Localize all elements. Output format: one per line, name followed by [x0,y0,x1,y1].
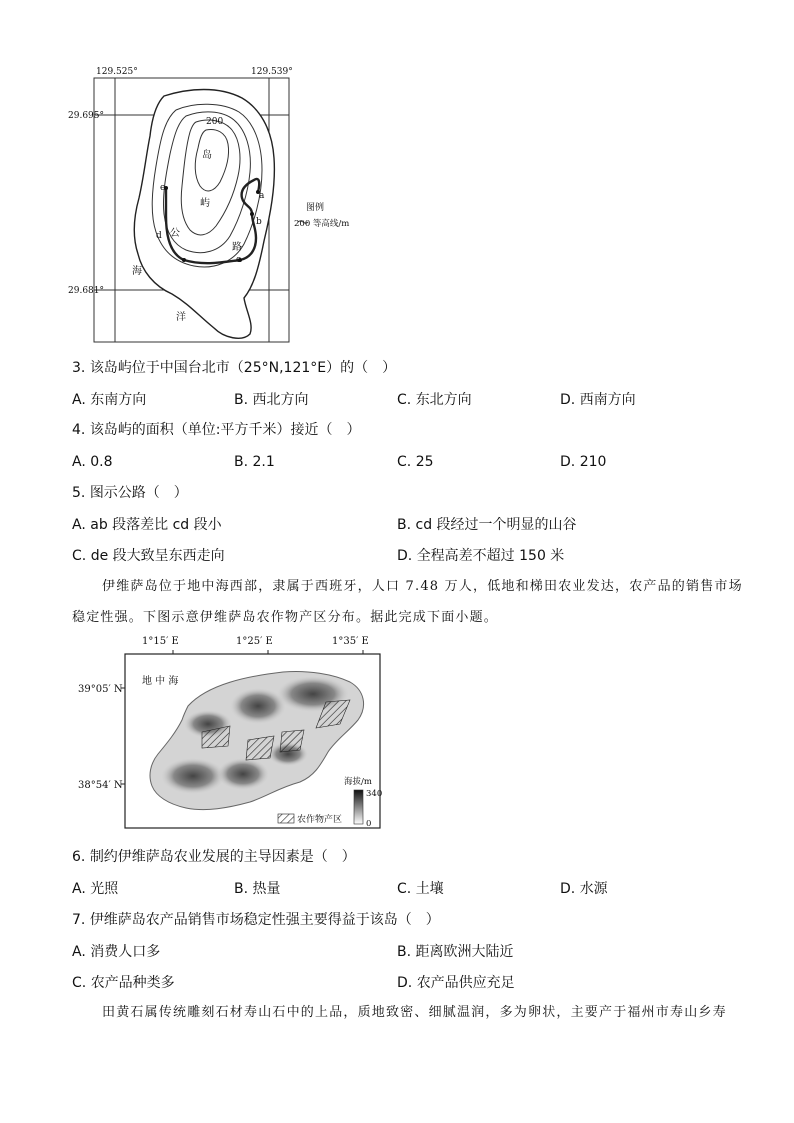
island-contour-map [68,66,364,346]
q5-option-b[interactable]: B. cd 段经过一个明显的山谷 [397,517,577,533]
question-4-stem: 4. 该岛屿的面积（单位:平方千米）接近（ ） [72,422,361,438]
contour-value-label: 200 [206,117,224,127]
point-e-label: e [160,183,166,193]
island-char-2: 屿 [200,198,210,209]
lon-right-label: 129.539° [251,67,293,77]
lat-bottom-label: 29.681° [68,286,104,296]
q7-option-b[interactable]: B. 距离欧洲大陆近 [397,944,514,960]
q3-option-b[interactable]: B. 西北方向 [234,392,309,408]
road-char-2: 路 [232,242,242,253]
q5-option-a[interactable]: A. ab 段落差比 cd 段小 [72,517,222,533]
island-char-1: 岛 [202,150,212,161]
q6-option-c[interactable]: C. 土壤 [397,881,444,897]
legend-item: 200 等高线/m [294,219,350,229]
crop-legend-label: 农作物产区 [297,815,343,825]
question-3-stem [72,359,396,377]
question-6-stem: 6. 制约伊维萨岛农业发展的主导因素是（ ） [72,849,356,865]
ibiza-crop-map [78,636,388,832]
elevation-color-bar [354,790,363,824]
q3-option-c[interactable]: C. 东北方向 [397,392,472,408]
q6-option-b[interactable]: B. 热量 [234,881,281,897]
road-char-1: 公 [170,228,180,239]
point-b-label: b [256,217,262,227]
lon-left-label: 129.525° [96,67,138,77]
passage-1-line-2: 稳定性强。下图示意伊维萨岛农作物产区分布。据此完成下面小题。 [72,610,499,625]
lon-label-3: 1°35′ E [332,636,369,647]
lon-label-2: 1°25′ E [236,636,273,647]
q7-option-d[interactable]: D. 农产品供应充足 [397,975,515,991]
q6-option-d[interactable]: D. 水源 [560,881,608,897]
sea-char-1: 海 [132,266,142,277]
passage-1-line-1: 伊维萨岛位于地中海西部，隶属于西班牙，人口 7.48 万人，低地和梯田农业发达，农产品的销售市场 [102,579,743,594]
q5-option-c[interactable]: C. de 段大致呈东西走向 [72,548,225,564]
q3-option-a[interactable]: A. 东南方向 [72,392,147,408]
q7-option-c[interactable]: C. 农产品种类多 [72,975,175,991]
sea-char-2: 洋 [176,312,186,323]
elevation-max-label: 340 [366,789,383,799]
sea-label: 地 中 海 [142,676,179,687]
crop-area [246,736,274,760]
crop-area [280,730,304,752]
q4-option-d[interactable]: D. 210 [560,454,607,470]
elevation-legend-title: 海拔/m [344,777,372,787]
question-text: 该岛屿位于中国台北市（25°N,121°E）的（ ） [89,360,397,376]
elevation-min-label: 0 [366,819,372,829]
question-7-stem: 7. 伊维萨岛农产品销售市场稳定性强主要得益于该岛（ ） [72,912,440,928]
question-5-stem: 5. 图示公路（ ） [72,485,188,501]
q4-option-c[interactable]: C. 25 [397,454,434,470]
q6-option-a[interactable]: A. 光照 [72,881,119,897]
q7-option-a[interactable]: A. 消费人口多 [72,944,161,960]
question-number: 3. [72,360,86,376]
crop-legend-swatch [278,814,294,823]
legend-title: 图例 [306,203,325,213]
lat-label-1: 39°05′ N [78,684,123,695]
lon-label-1: 1°15′ E [142,636,179,647]
q4-option-b[interactable]: B. 2.1 [234,454,275,470]
passage-2-line-1: 田黄石属传统雕刻石材寿山石中的上品，质地致密、细腻温润，多为卵状，主要产于福州市寿山乡寿 [102,1005,727,1020]
point-a-label: a [259,191,265,201]
point-c-label: c [236,255,242,265]
q3-option-d[interactable]: D. 西南方向 [560,392,636,408]
q4-option-a[interactable]: A. 0.8 [72,454,113,470]
lat-top-label: 29.695° [68,111,104,121]
lat-label-2: 38°54′ N [78,780,123,791]
point-d-label: d [156,231,162,241]
q5-option-d[interactable]: D. 全程高差不超过 150 米 [397,548,565,564]
